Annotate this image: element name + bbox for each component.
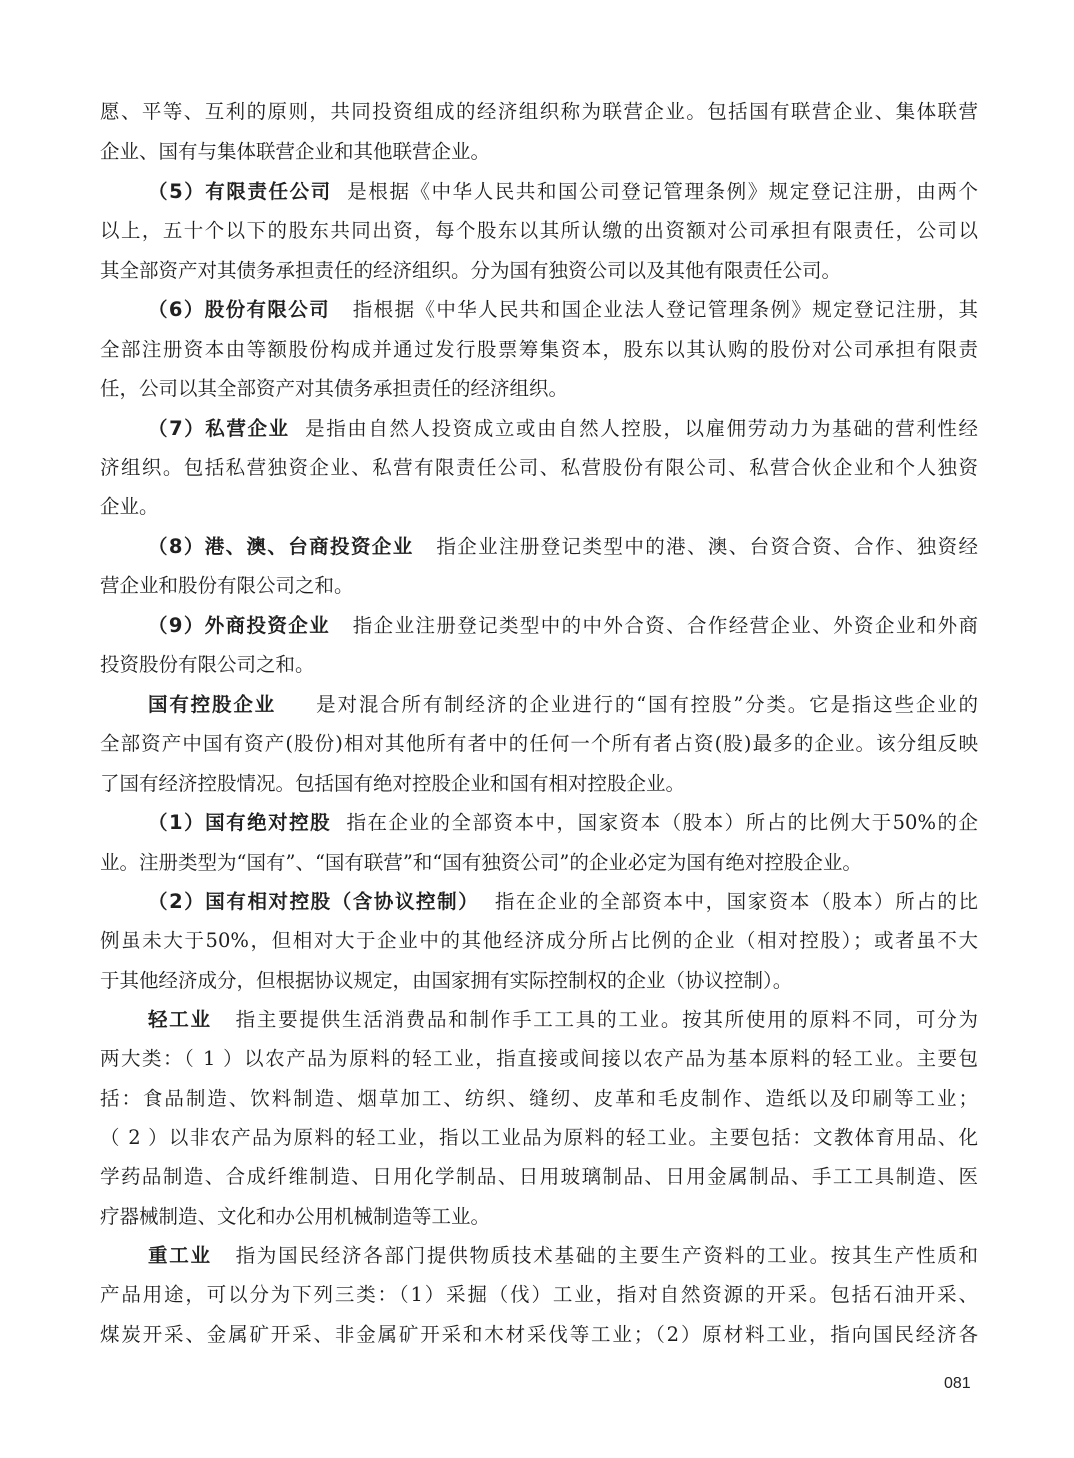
line-text: 疗器械制造、文化和办公用机械制造等工业。 bbox=[100, 1205, 491, 1228]
text-line bbox=[148, 297, 978, 323]
line-text: 是对混合所有制经济的企业进行的“国有控股”分类。它是指这些企业的 bbox=[276, 693, 978, 716]
text-line bbox=[148, 534, 978, 560]
line-text: 指在企业的全部资本中，国家资本（股本）所占的比 bbox=[479, 890, 978, 913]
line-text: 营企业和股份有限公司之和。 bbox=[100, 574, 354, 597]
line-text: 例虽未大于50%，但相对大于企业中的其他经济成分所占比例的企业（相对控股）；或者虽不大 bbox=[100, 929, 978, 952]
text-line bbox=[100, 968, 978, 994]
line-text: 任，公司以其全部资产对其债务承担责任的经济组织。 bbox=[100, 377, 569, 400]
term-heading: （2）国有相对控股（含协议控制） bbox=[148, 890, 480, 913]
line-text: （ 2 ）以非农产品为原料的轻工业，指以工业品为原料的轻工业。主要包括：文教体育用品、化 bbox=[100, 1126, 978, 1149]
line-text: 产品用途，可以分为下列三类：（1）采掘（伐）工业，指对自然资源的开采。包括石油开采、 bbox=[100, 1283, 978, 1306]
text-line bbox=[148, 416, 978, 442]
line-text: 指企业注册登记类型中的中外合资、合作经营企业、外资企业和外商 bbox=[330, 614, 978, 637]
line-text: 两大类：（ 1 ）以农产品为原料的轻工业，指直接或间接以农产品为基本原料的轻工业。主要包 bbox=[100, 1047, 978, 1070]
line-text: 全部资产中国有资产(股份)相对其他所有者中的任何一个所有者占资(股)最多的企业。该分组反映 bbox=[100, 732, 978, 755]
text-line bbox=[100, 139, 978, 165]
line-text: 企业。 bbox=[100, 495, 159, 518]
line-text: 学药品制造、合成纤维制造、日用化学制品、日用玻璃制品、日用金属制品、手工工具制造、医 bbox=[100, 1165, 978, 1188]
line-text: 括：食品制造、饮料制造、烟草加工、纺织、缝纫、皮革和毛皮制作、造纸以及印刷等工业； bbox=[100, 1087, 978, 1110]
text-line bbox=[148, 1007, 978, 1033]
term-heading: 轻工业 bbox=[148, 1008, 212, 1031]
text-line bbox=[100, 376, 978, 402]
text-line bbox=[100, 731, 978, 757]
text-line bbox=[100, 928, 978, 954]
term-heading: 重工业 bbox=[148, 1244, 212, 1267]
line-text: 其全部资产对其债务承担责任的经济组织。分为国有独资公司以及其他有限责任公司。 bbox=[100, 259, 842, 282]
page-number: 081 bbox=[944, 1375, 971, 1392]
text-line bbox=[100, 1086, 978, 1112]
line-text: 企业、国有与集体联营企业和其他联营企业。 bbox=[100, 140, 491, 163]
text-line bbox=[100, 771, 978, 797]
text-line bbox=[100, 455, 978, 481]
line-text: 指根据《中华人民共和国企业法人登记管理条例》规定登记注册，其 bbox=[330, 298, 978, 321]
text-line bbox=[148, 810, 978, 836]
line-text: 指为国民经济各部门提供物质技术基础的主要生产资料的工业。按其生产性质和 bbox=[211, 1244, 978, 1267]
text-line bbox=[100, 1164, 978, 1190]
line-text: 煤炭开采、金属矿开采、非金属矿开采和木材采伐等工业；（2）原材料工业，指向国民经济各 bbox=[100, 1323, 978, 1346]
line-text: 投资股份有限公司之和。 bbox=[100, 653, 315, 676]
line-text: 指在企业的全部资本中，国家资本（股本）所占的比例大于50%的企 bbox=[331, 811, 978, 834]
line-text: 业。注册类型为“国有”、“国有联营”和“国有独资公司”的企业必定为国有绝对控股企业。 bbox=[100, 851, 862, 874]
term-heading: （1）国有绝对控股 bbox=[148, 811, 332, 834]
text-line bbox=[100, 258, 978, 284]
term-heading: （6）股份有限公司 bbox=[148, 298, 331, 321]
term-heading: （9）外商投资企业 bbox=[148, 614, 331, 637]
line-text: 以上，五十个以下的股东共同出资，每个股东以其所认缴的出资额对公司承担有限责任，公司以 bbox=[100, 219, 978, 242]
line-text: 全部注册资本由等额股份构成并通过发行股票筹集资本，股东以其认购的股份对公司承担有限责 bbox=[100, 338, 978, 361]
term-heading: （7）私营企业 bbox=[148, 417, 290, 440]
text-line bbox=[100, 1322, 978, 1348]
text-line bbox=[100, 1204, 978, 1230]
text-line bbox=[148, 692, 978, 718]
text-line bbox=[100, 850, 978, 876]
term-heading: 国有控股企业 bbox=[148, 693, 277, 716]
line-text: 是根据《中华人民共和国公司登记管理条例》规定登记注册，由两个 bbox=[331, 180, 978, 203]
line-text: 于其他经济成分，但根据协议规定，由国家拥有实际控制权的企业（协议控制）。 bbox=[100, 969, 793, 992]
term-heading: （5）有限责任公司 bbox=[148, 180, 332, 203]
line-text: 指企业注册登记类型中的港、澳、台资合资、合作、独资经 bbox=[413, 535, 978, 558]
text-line bbox=[100, 1125, 978, 1151]
text-line bbox=[100, 1046, 978, 1072]
text-line bbox=[148, 1243, 978, 1269]
line-text: 愿、平等、互利的原则，共同投资组成的经济组织称为联营企业。包括国有联营企业、集体联营 bbox=[100, 100, 978, 123]
text-line bbox=[100, 1282, 978, 1308]
text-line bbox=[100, 573, 978, 599]
text-line bbox=[100, 218, 978, 244]
text-line bbox=[148, 179, 978, 205]
text-line bbox=[100, 99, 978, 125]
text-line bbox=[100, 337, 978, 363]
text-line bbox=[148, 613, 978, 639]
line-text: 指主要提供生活消费品和制作手工工具的工业。按其所使用的原料不同，可分为 bbox=[211, 1008, 978, 1031]
text-line bbox=[148, 889, 978, 915]
text-line bbox=[100, 494, 978, 520]
line-text: 济组织。包括私营独资企业、私营有限责任公司、私营股份有限公司、私营合伙企业和个人独资 bbox=[100, 456, 978, 479]
line-text: 是指由自然人投资成立或由自然人控股，以雇佣劳动力为基础的营利性经 bbox=[289, 417, 978, 440]
text-line bbox=[100, 652, 978, 678]
term-heading: （8）港、澳、台商投资企业 bbox=[148, 535, 414, 558]
line-text: 了国有经济控股情况。包括国有绝对控股企业和国有相对控股企业。 bbox=[100, 772, 686, 795]
